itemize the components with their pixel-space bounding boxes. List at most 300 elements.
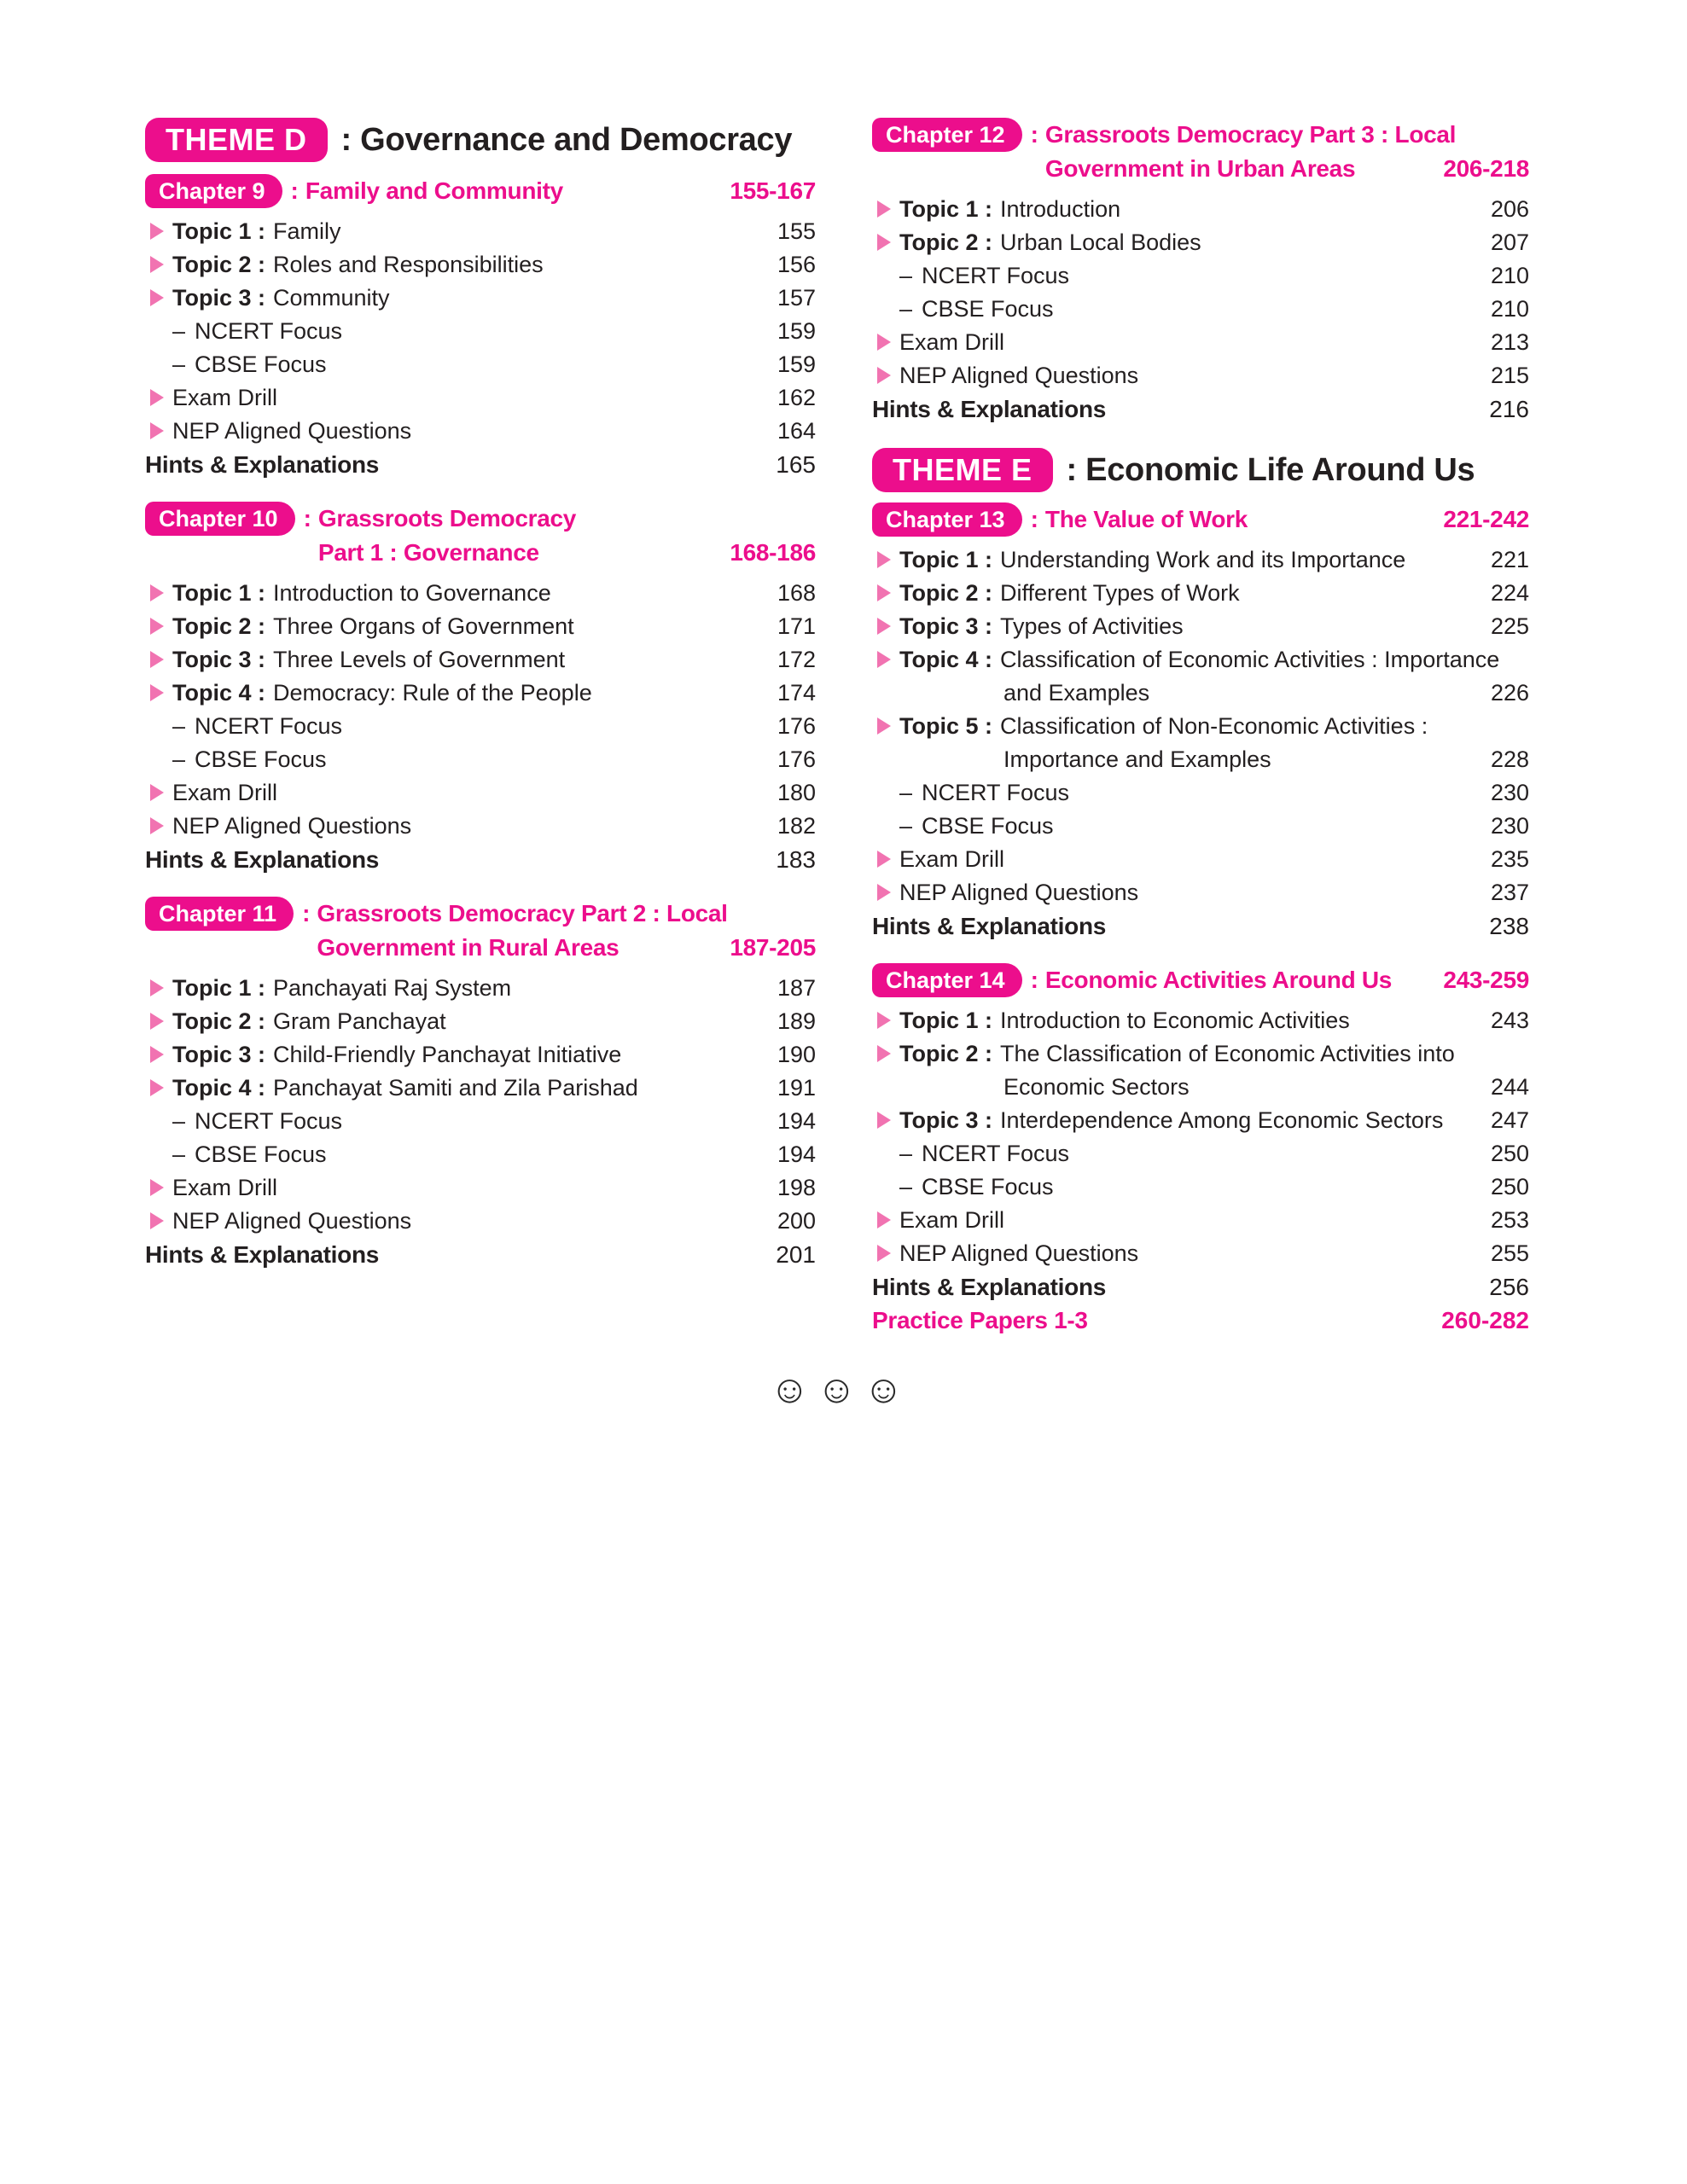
dash-icon: – xyxy=(172,318,186,344)
toc-row xyxy=(145,776,816,810)
toc-row-content xyxy=(172,1005,816,1038)
toc-row-content xyxy=(172,810,816,843)
chapter-title-line xyxy=(1045,118,1529,152)
toc-row xyxy=(145,972,816,1005)
arrow-icon xyxy=(150,618,164,635)
toc-row xyxy=(145,1205,816,1238)
dash-icon: – xyxy=(172,746,186,772)
page-number: 183 xyxy=(776,846,816,873)
page-number: 156 xyxy=(777,252,816,277)
chapter-title-line xyxy=(317,931,816,965)
toc-row xyxy=(145,643,816,677)
topic-label: Topic 2 : xyxy=(172,613,266,639)
chapter-title-line xyxy=(1045,152,1529,186)
toc-row xyxy=(872,876,1529,909)
theme-header xyxy=(145,118,816,162)
toc-row-line xyxy=(172,1205,816,1238)
toc-row xyxy=(145,1005,816,1038)
chapter-header xyxy=(145,174,816,208)
chapter-title-text: Economic Activities Around Us xyxy=(1044,967,1393,993)
page-number: 247 xyxy=(1490,1107,1529,1133)
chapter-page-range: 221-242 xyxy=(1443,506,1529,532)
toc-row-line xyxy=(899,226,1529,259)
arrow-icon xyxy=(150,1046,164,1063)
page-number: 191 xyxy=(777,1075,816,1101)
topic-text: Urban Local Bodies xyxy=(1000,229,1201,255)
chapter-title-line xyxy=(317,897,816,931)
practice-papers-row xyxy=(872,1304,1529,1337)
dash-icon: – xyxy=(899,1141,913,1166)
toc-subrow xyxy=(145,315,816,348)
sub-text: CBSE Focus xyxy=(195,1141,327,1167)
toc-row xyxy=(145,810,816,843)
practice-label: Practice Papers 1-3 xyxy=(872,1307,1088,1333)
toc-row-line xyxy=(899,677,1529,710)
toc-row-content xyxy=(899,359,1529,392)
smiley-icon: ☺ xyxy=(817,1367,860,1411)
page-number: 224 xyxy=(1490,580,1529,606)
page-number: 159 xyxy=(777,351,816,377)
arrow-icon xyxy=(877,651,891,668)
page-number: 187 xyxy=(777,975,816,1001)
chapter-block xyxy=(872,963,1529,1337)
item-text: Exam Drill xyxy=(172,1175,278,1200)
topic-text: Community xyxy=(273,285,390,311)
toc-row-line xyxy=(172,677,816,710)
page-number: 162 xyxy=(777,385,816,410)
toc-row-content xyxy=(899,876,1529,909)
dash-icon: – xyxy=(172,713,186,739)
page-number: 256 xyxy=(1489,1274,1529,1300)
toc-row-line xyxy=(172,643,816,677)
arrow-icon xyxy=(150,422,164,439)
toc-row-line xyxy=(172,215,816,248)
sub-text: NCERT Focus xyxy=(922,780,1070,805)
page-number: 165 xyxy=(776,451,816,478)
topic-text: Introduction to Governance xyxy=(273,580,551,606)
topic-text: Democracy: Rule of the People xyxy=(273,680,592,706)
page-number: 190 xyxy=(777,1042,816,1067)
page-number: 213 xyxy=(1490,329,1529,355)
toc-row-line xyxy=(172,810,816,843)
topic-text: Panchayat Samiti and Zila Parishad xyxy=(273,1075,638,1101)
arrow-icon xyxy=(877,367,891,384)
toc-columns xyxy=(145,118,1532,1337)
chapter-title-line xyxy=(1045,963,1529,997)
toc-subrow xyxy=(145,1105,816,1138)
topic-label: Topic 4 : xyxy=(172,680,266,706)
toc-page xyxy=(145,118,1532,1412)
toc-row-content xyxy=(899,226,1529,259)
chapter-badge: Chapter 14 xyxy=(872,963,1022,997)
arrow-icon xyxy=(150,1013,164,1030)
chapter-colon: : xyxy=(302,900,311,926)
chapter-title-line xyxy=(305,174,816,208)
item-text: Exam Drill xyxy=(172,780,278,805)
toc-row xyxy=(872,1237,1529,1270)
topic-label: Topic 3 : xyxy=(899,613,993,639)
chapter-page-range: 187-205 xyxy=(730,934,816,961)
item-text: Exam Drill xyxy=(899,846,1005,872)
toc-row-line xyxy=(899,876,1529,909)
toc-row xyxy=(872,326,1529,359)
hints-label: Hints & Explanations xyxy=(872,1274,1107,1300)
toc-row xyxy=(145,415,816,448)
page-number: 159 xyxy=(777,318,816,344)
toc-row-line xyxy=(172,1005,816,1038)
topic-text-continued: Importance and Examples xyxy=(1003,746,1271,772)
smiley-icon: ☺ xyxy=(863,1367,907,1411)
hints-row xyxy=(145,448,816,481)
topic-label: Topic 3 : xyxy=(172,1042,266,1067)
toc-row-content xyxy=(172,776,816,810)
chapter-title xyxy=(1045,963,1529,997)
toc-row-line xyxy=(899,710,1529,743)
chapter-title xyxy=(305,174,816,208)
sub-text: NCERT Focus xyxy=(922,1141,1070,1166)
chapter-block xyxy=(872,118,1529,426)
toc-row-line xyxy=(899,326,1529,359)
toc-row-content xyxy=(899,1104,1529,1137)
item-text: Exam Drill xyxy=(899,329,1005,355)
topic-label: Topic 1 : xyxy=(172,580,266,606)
arrow-icon xyxy=(877,1245,891,1262)
topic-label: Topic 3 : xyxy=(899,1107,993,1133)
toc-row xyxy=(145,1072,816,1105)
item-text: Exam Drill xyxy=(172,385,278,410)
toc-row-content xyxy=(172,1038,816,1072)
toc-subrow xyxy=(872,1170,1529,1204)
toc-row-line xyxy=(172,610,816,643)
toc-row xyxy=(145,215,816,248)
chapter-title xyxy=(1045,502,1529,537)
topic-label: Topic 3 : xyxy=(172,285,266,311)
page-number: 176 xyxy=(777,746,816,772)
toc-row xyxy=(145,381,816,415)
chapter-page-range: 155-167 xyxy=(730,177,816,204)
chapter-colon: : xyxy=(1030,121,1038,148)
toc-row xyxy=(872,1037,1529,1104)
toc-row-content xyxy=(172,610,816,643)
chapter-block xyxy=(145,897,816,1271)
toc-row-line xyxy=(899,1004,1529,1037)
toc-row-line xyxy=(172,776,816,810)
toc-row-content xyxy=(172,248,816,282)
chapter-title-text: Government in Urban Areas xyxy=(1044,155,1356,182)
toc-row-content xyxy=(899,1004,1529,1037)
toc-row-content xyxy=(172,1171,816,1205)
sub-text: NCERT Focus xyxy=(922,263,1070,288)
theme-colon: : xyxy=(1066,451,1078,488)
toc-row xyxy=(872,643,1529,710)
toc-row-line xyxy=(172,381,816,415)
hints-label: Hints & Explanations xyxy=(145,451,380,478)
toc-row-line xyxy=(172,577,816,610)
chapter-title-text: Grassroots Democracy Part 2 : Local xyxy=(317,900,728,926)
dash-icon: – xyxy=(172,1141,186,1167)
item-text: NEP Aligned Questions xyxy=(899,363,1139,388)
chapter-block xyxy=(145,502,816,876)
hints-row xyxy=(145,1238,816,1271)
topic-label: Topic 4 : xyxy=(899,647,993,672)
arrow-icon xyxy=(150,684,164,701)
page-number: 198 xyxy=(777,1175,816,1200)
toc-row xyxy=(872,843,1529,876)
page-number: 155 xyxy=(777,218,816,244)
hints-row xyxy=(872,909,1529,943)
item-text: NEP Aligned Questions xyxy=(899,1240,1139,1266)
arrow-icon xyxy=(150,651,164,668)
arrow-icon xyxy=(150,784,164,801)
toc-row-line xyxy=(899,577,1529,610)
arrow-icon xyxy=(150,979,164,996)
chapter-header xyxy=(145,897,816,965)
sub-text: CBSE Focus xyxy=(195,351,327,377)
toc-subrow xyxy=(145,1138,816,1171)
sub-text: CBSE Focus xyxy=(922,1174,1054,1199)
arrow-icon xyxy=(150,223,164,240)
smiley-icon: ☺ xyxy=(770,1367,814,1411)
toc-row-line xyxy=(899,743,1529,776)
toc-row-line xyxy=(899,1237,1529,1270)
topic-text: Interdependence Among Economic Sectors xyxy=(1000,1107,1444,1133)
arrow-icon xyxy=(150,289,164,306)
hints-row xyxy=(872,1270,1529,1304)
topic-label: Topic 1 : xyxy=(899,547,993,572)
chapter-page-range: 243-259 xyxy=(1443,967,1529,993)
toc-row-line xyxy=(172,415,816,448)
practice-page-range: 260-282 xyxy=(1441,1307,1529,1333)
page-number: 238 xyxy=(1489,913,1529,939)
toc-row-content xyxy=(899,543,1529,577)
toc-row xyxy=(872,710,1529,776)
column-left xyxy=(145,118,816,1337)
arrow-icon xyxy=(150,584,164,601)
chapter-block xyxy=(145,174,816,481)
chapter-title-text: The Value of Work xyxy=(1044,506,1248,532)
arrow-icon xyxy=(877,618,891,635)
page-number: 206 xyxy=(1490,196,1529,222)
arrow-icon xyxy=(150,256,164,273)
toc-subrow xyxy=(872,810,1529,843)
topic-label: Topic 1 : xyxy=(899,196,993,222)
chapter-title-line xyxy=(318,536,816,570)
toc-row-content xyxy=(172,643,816,677)
toc-row-line xyxy=(899,843,1529,876)
page-number: 235 xyxy=(1490,846,1529,872)
toc-row-content xyxy=(172,1205,816,1238)
chapter-colon: : xyxy=(303,505,311,531)
chapter-title-text: Grassroots Democracy Part 3 : Local xyxy=(1044,121,1457,148)
arrow-icon xyxy=(877,234,891,251)
arrow-icon xyxy=(877,334,891,351)
topic-text: Gram Panchayat xyxy=(273,1008,446,1034)
topic-text: Three Organs of Government xyxy=(273,613,574,639)
page-number: 230 xyxy=(1490,813,1529,839)
topic-label: Topic 2 : xyxy=(899,229,993,255)
toc-row-content xyxy=(899,193,1529,226)
topic-label: Topic 1 : xyxy=(899,1008,993,1033)
arrow-icon xyxy=(150,1179,164,1196)
toc-row-content xyxy=(899,843,1529,876)
topic-text: Panchayati Raj System xyxy=(273,975,512,1001)
chapter-header xyxy=(872,963,1529,997)
chapter-colon: : xyxy=(1030,506,1038,532)
toc-row-content xyxy=(172,972,816,1005)
hints-row xyxy=(872,392,1529,426)
item-text: Exam Drill xyxy=(899,1207,1005,1233)
toc-row-line xyxy=(172,282,816,315)
topic-label: Topic 2 : xyxy=(172,252,266,277)
chapter-header xyxy=(145,502,816,570)
item-text: NEP Aligned Questions xyxy=(172,418,412,444)
toc-row-line xyxy=(899,359,1529,392)
toc-row xyxy=(145,282,816,315)
toc-subrow xyxy=(872,776,1529,810)
page-number: 168 xyxy=(777,580,816,606)
topic-text: Classification of Economic Activities : Importance xyxy=(1000,647,1500,672)
hints-row xyxy=(145,843,816,876)
chapter-page-range: 206-218 xyxy=(1443,155,1529,182)
toc-row-line xyxy=(899,193,1529,226)
topic-label: Topic 1 : xyxy=(172,218,266,244)
topic-label: Topic 2 : xyxy=(899,1041,993,1066)
toc-row-content xyxy=(172,415,816,448)
toc-subrow xyxy=(145,348,816,381)
page-number: 200 xyxy=(777,1208,816,1234)
chapter-title-text: Grassroots Democracy xyxy=(317,505,577,531)
toc-row-content xyxy=(172,215,816,248)
toc-row xyxy=(145,677,816,710)
toc-row-content xyxy=(899,577,1529,610)
toc-row-content xyxy=(899,326,1529,359)
toc-row xyxy=(872,359,1529,392)
dash-icon: – xyxy=(899,780,913,805)
chapter-header xyxy=(872,118,1529,186)
sub-text: NCERT Focus xyxy=(195,318,343,344)
hints-label: Hints & Explanations xyxy=(872,396,1107,422)
chapter-title xyxy=(1045,118,1529,186)
toc-row xyxy=(872,193,1529,226)
toc-row-line xyxy=(899,610,1529,643)
toc-row xyxy=(872,610,1529,643)
page-number: 180 xyxy=(777,780,816,805)
page-number: 215 xyxy=(1490,363,1529,388)
topic-text-continued: and Examples xyxy=(1003,680,1150,706)
page-number: 182 xyxy=(777,813,816,839)
topic-text: Types of Activities xyxy=(1000,613,1184,639)
theme-badge: THEME E xyxy=(872,448,1053,492)
page-number: 189 xyxy=(777,1008,816,1034)
item-text: NEP Aligned Questions xyxy=(172,813,412,839)
hints-label: Hints & Explanations xyxy=(872,913,1107,939)
arrow-icon xyxy=(877,200,891,218)
page-number: 171 xyxy=(777,613,816,639)
topic-label: Topic 1 : xyxy=(172,975,266,1001)
page-number: 250 xyxy=(1490,1141,1529,1166)
toc-row xyxy=(145,1171,816,1205)
toc-row-line xyxy=(172,1072,816,1105)
topic-text: Different Types of Work xyxy=(1000,580,1240,606)
item-text: NEP Aligned Questions xyxy=(172,1208,412,1234)
page-number: 164 xyxy=(777,418,816,444)
toc-row xyxy=(872,577,1529,610)
toc-row-line xyxy=(172,1038,816,1072)
toc-row-content xyxy=(899,610,1529,643)
chapter-page-range: 168-186 xyxy=(730,539,816,566)
topic-text: Three Levels of Government xyxy=(273,647,566,672)
arrow-icon xyxy=(877,717,891,735)
chapter-title-line xyxy=(1045,502,1529,537)
arrow-icon xyxy=(877,884,891,901)
toc-subrow xyxy=(872,293,1529,326)
chapter-header xyxy=(872,502,1529,537)
toc-row-content xyxy=(172,577,816,610)
page-number: 221 xyxy=(1490,547,1529,572)
topic-label: Topic 3 : xyxy=(172,647,266,672)
page-number: 194 xyxy=(777,1141,816,1167)
toc-row-line xyxy=(899,1204,1529,1237)
theme-header xyxy=(872,448,1529,492)
chapter-badge: Chapter 13 xyxy=(872,502,1022,537)
theme-title: Economic Life Around Us xyxy=(1085,451,1475,488)
toc-row-line xyxy=(899,1071,1529,1104)
toc-row xyxy=(872,543,1529,577)
chapter-badge: Chapter 9 xyxy=(145,174,282,208)
topic-text: Roles and Responsibilities xyxy=(273,252,544,277)
sub-text: NCERT Focus xyxy=(195,713,343,739)
toc-row xyxy=(872,1204,1529,1237)
page-number: 201 xyxy=(776,1241,816,1268)
column-right xyxy=(872,118,1529,1337)
topic-text-continued: Economic Sectors xyxy=(1003,1074,1190,1100)
chapter-colon: : xyxy=(1030,967,1038,993)
topic-label: Topic 2 : xyxy=(899,580,993,606)
toc-subrow xyxy=(872,1137,1529,1170)
toc-subrow xyxy=(145,710,816,743)
toc-row-content xyxy=(899,1037,1529,1104)
toc-row xyxy=(145,248,816,282)
toc-row-content xyxy=(899,1204,1529,1237)
dash-icon: – xyxy=(899,813,913,839)
toc-row-line xyxy=(172,248,816,282)
page-number: 210 xyxy=(1490,296,1529,322)
chapter-badge: Chapter 10 xyxy=(145,502,295,536)
chapter-title-text: Part 1 : Governance xyxy=(317,539,539,566)
arrow-icon xyxy=(877,1045,891,1062)
topic-label: Topic 2 : xyxy=(172,1008,266,1034)
topic-text: Understanding Work and its Importance xyxy=(1000,547,1406,572)
topic-text: The Classification of Economic Activities into xyxy=(1000,1041,1455,1066)
toc-subrow xyxy=(872,259,1529,293)
dash-icon: – xyxy=(899,1174,913,1199)
footer-smileys xyxy=(145,1366,1532,1412)
page-number: 194 xyxy=(777,1108,816,1134)
toc-row-line xyxy=(899,543,1529,577)
hints-label: Hints & Explanations xyxy=(145,1241,380,1268)
page-number: 157 xyxy=(777,285,816,311)
page-number: 225 xyxy=(1490,613,1529,639)
dash-icon: – xyxy=(899,263,913,288)
arrow-icon xyxy=(877,551,891,568)
toc-row-content xyxy=(172,677,816,710)
page-number: 243 xyxy=(1490,1008,1529,1033)
sub-text: CBSE Focus xyxy=(922,813,1054,839)
arrow-icon xyxy=(150,1212,164,1229)
topic-text: Introduction xyxy=(1000,196,1121,222)
arrow-icon xyxy=(150,1079,164,1096)
toc-row-content xyxy=(172,1072,816,1105)
